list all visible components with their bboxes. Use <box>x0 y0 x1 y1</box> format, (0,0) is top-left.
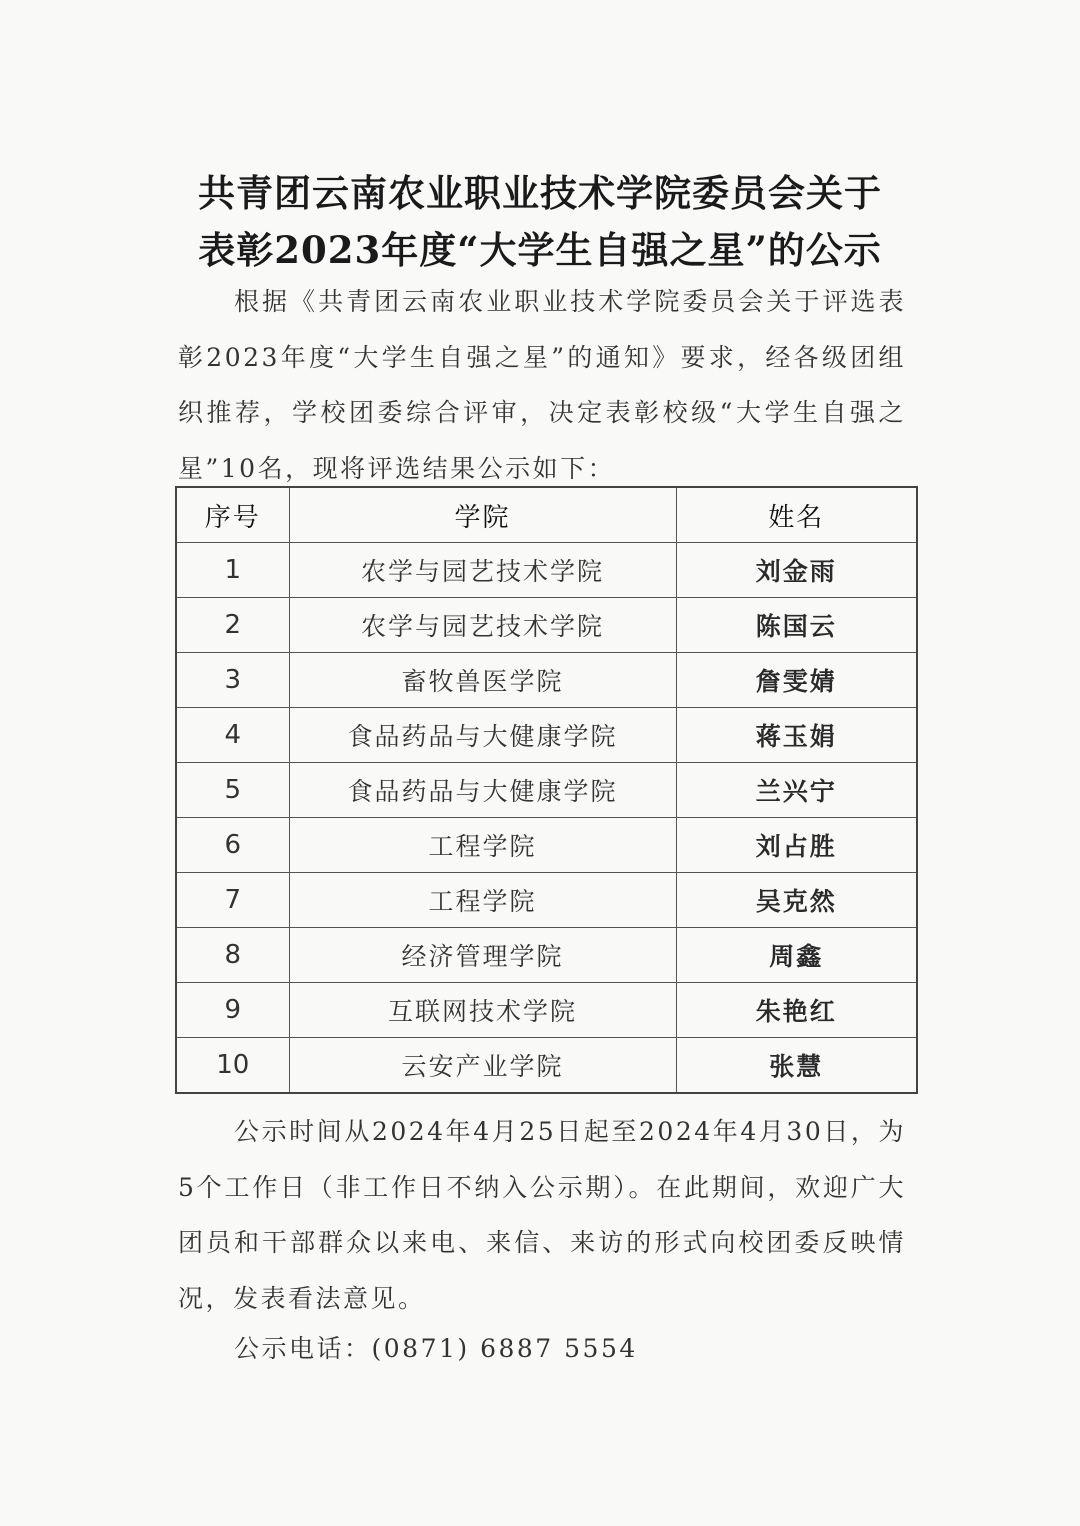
intro-paragraph: 根据《共青团云南农业职业技术学院委员会关于评选表彰2023年度“大学生自强之星”的通知》要求，经各级团组织推荐，学校团委综合评审，决定表彰校级“大学生自强之星”10名，现将评选结果公示如下： <box>178 287 906 483</box>
contact-phone: 公示电话：(0871) 6887 5554 <box>234 1334 638 1363</box>
row-college: 工程学院 <box>289 873 676 928</box>
row-college: 互联网技术学院 <box>289 983 676 1038</box>
row-number: 2 <box>176 598 289 653</box>
table-header-row <box>176 487 917 543</box>
header-name: 姓名 <box>676 487 917 543</box>
row-college: 农学与园艺技术学院 <box>289 598 676 653</box>
row-number: 3 <box>176 653 289 708</box>
table-row <box>176 818 917 873</box>
notice-paragraph: 公示时间从2024年4月25日起至2024年4月30日，为5个工作日（非工作日不纳入公示期）。在此期间，欢迎广大团员和干部群众以来电、来信、来访的形式向校团委反映情况，发表看法意见。 <box>178 1117 906 1313</box>
header-number: 序号 <box>176 487 289 543</box>
row-college: 农学与园艺技术学院 <box>289 543 676 598</box>
table-row <box>176 873 917 928</box>
title-line-2: 表彰2023年度“大学生自强之星”的公示 <box>198 228 882 272</box>
row-college: 畜牧兽医学院 <box>289 653 676 708</box>
row-college: 云安产业学院 <box>289 1038 676 1094</box>
table-row <box>176 763 917 818</box>
row-name: 周鑫 <box>676 928 917 983</box>
row-number: 9 <box>176 983 289 1038</box>
row-number: 1 <box>176 543 289 598</box>
row-number: 10 <box>176 1038 289 1094</box>
row-number: 8 <box>176 928 289 983</box>
row-number: 7 <box>176 873 289 928</box>
table-row <box>176 1038 917 1094</box>
header-college: 学院 <box>289 487 676 543</box>
table-row <box>176 653 917 708</box>
row-name: 蒋玉娟 <box>676 708 917 763</box>
row-college: 工程学院 <box>289 818 676 873</box>
table-row <box>176 928 917 983</box>
awardee-table <box>175 486 918 1094</box>
row-name: 刘占胜 <box>676 818 917 873</box>
row-number: 4 <box>176 708 289 763</box>
row-name: 詹雯婧 <box>676 653 917 708</box>
table-row <box>176 598 917 653</box>
table-row <box>176 543 917 598</box>
row-name: 张慧 <box>676 1038 917 1094</box>
row-number: 6 <box>176 818 289 873</box>
table-row <box>176 708 917 763</box>
row-number: 5 <box>176 763 289 818</box>
row-name: 陈国云 <box>676 598 917 653</box>
row-name: 刘金雨 <box>676 543 917 598</box>
row-name: 吴克然 <box>676 873 917 928</box>
row-college: 食品药品与大健康学院 <box>289 708 676 763</box>
row-college: 经济管理学院 <box>289 928 676 983</box>
table-row <box>176 983 917 1038</box>
row-name: 兰兴宁 <box>676 763 917 818</box>
row-college: 食品药品与大健康学院 <box>289 763 676 818</box>
title-line-1: 共青团云南农业职业技术学院委员会关于 <box>198 171 882 215</box>
row-name: 朱艳红 <box>676 983 917 1038</box>
